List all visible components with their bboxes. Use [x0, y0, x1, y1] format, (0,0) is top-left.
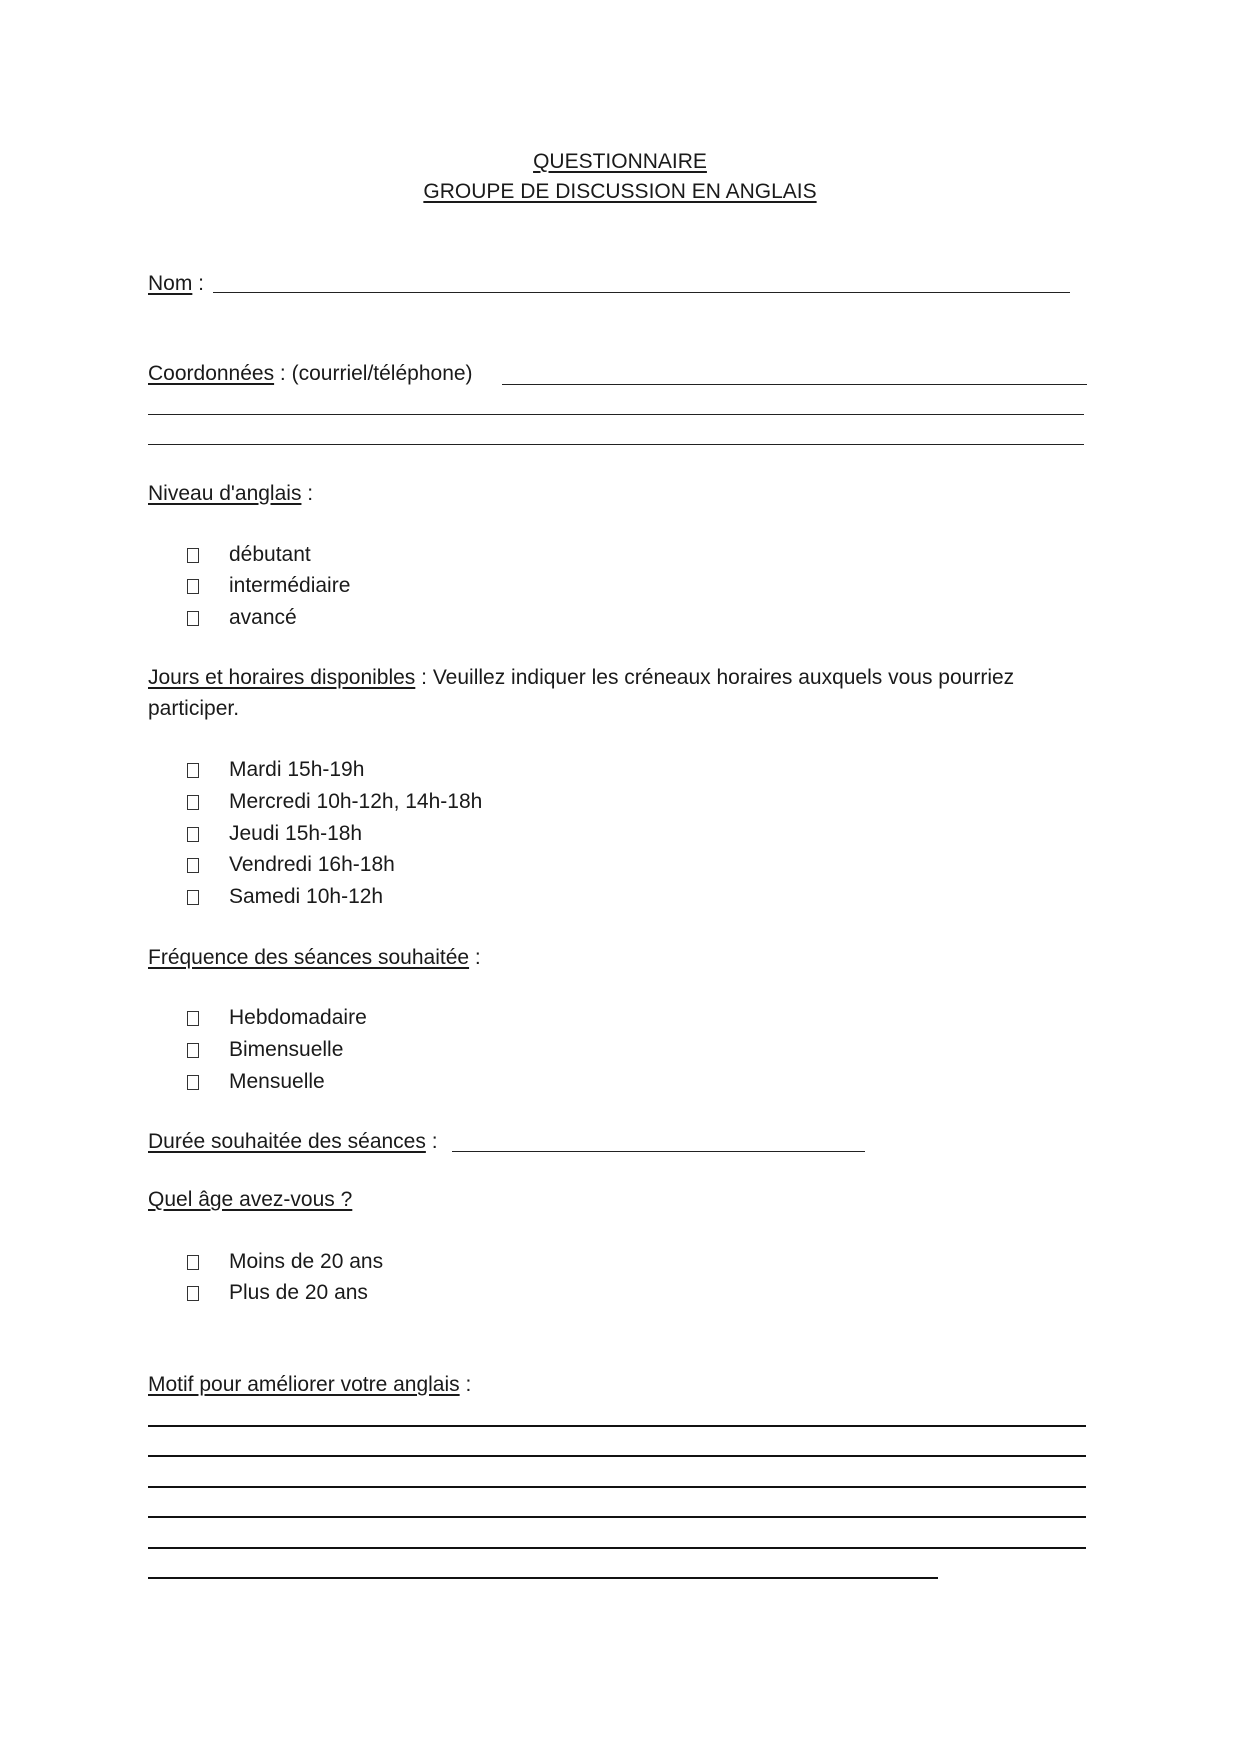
niveau-option[interactable] [187, 606, 297, 630]
checkbox-icon[interactable] [187, 1286, 199, 1301]
coordonnees-field-row [148, 362, 473, 386]
option-label: Plus de 20 ans [229, 1281, 368, 1304]
option-label: intermédiaire [229, 574, 351, 597]
age-label: Quel âge avez-vous ? [148, 1188, 353, 1211]
jours-option[interactable] [187, 790, 482, 814]
checkbox-icon[interactable] [187, 1011, 199, 1026]
nom-input-line[interactable] [213, 292, 1070, 293]
option-label: débutant [229, 543, 311, 566]
option-label: Jeudi 15h-18h [229, 822, 363, 845]
frequence-label: Fréquence des séances souhaitée [148, 946, 470, 969]
checkbox-icon[interactable] [187, 1043, 199, 1058]
coordonnees-input-line-2[interactable] [148, 414, 1084, 415]
option-label: Moins de 20 ans [229, 1250, 384, 1273]
option-label: avancé [229, 606, 297, 629]
motif-input-line-2[interactable] [148, 1455, 1086, 1457]
niveau-option[interactable] [187, 543, 311, 567]
jours-option[interactable] [187, 758, 364, 782]
jours-option[interactable] [187, 885, 383, 909]
motif-field-row [148, 1373, 471, 1397]
coordonnees-label: Coordonnées [148, 362, 275, 385]
frequence-heading [148, 946, 481, 970]
nom-label: Nom [148, 272, 193, 295]
checkbox-icon[interactable] [187, 763, 199, 778]
frequence-colon: : [469, 946, 481, 969]
checkbox-icon[interactable] [187, 611, 199, 626]
motif-input-line-6[interactable] [148, 1577, 938, 1579]
nom-field-row [148, 272, 204, 296]
checkbox-icon[interactable] [187, 548, 199, 563]
niveau-label: Niveau d'anglais [148, 482, 302, 505]
motif-input-line-3[interactable] [148, 1486, 1086, 1488]
niveau-colon: : [301, 482, 314, 505]
checkbox-icon[interactable] [187, 827, 199, 842]
frequence-option[interactable] [187, 1038, 343, 1062]
checkbox-icon[interactable] [187, 1075, 199, 1090]
coordonnees-input-line-1[interactable] [502, 384, 1087, 385]
jours-description: Veuillez indiquer les créneaux horaires auxquels vous pourriez participer. [148, 666, 1015, 720]
motif-input-line-5[interactable] [148, 1547, 1086, 1549]
frequence-option[interactable] [187, 1006, 367, 1030]
option-label: Samedi 10h-12h [229, 885, 384, 908]
niveau-heading [148, 482, 313, 506]
checkbox-icon[interactable] [187, 579, 199, 594]
option-label: Mercredi 10h-12h, 14h-18h [229, 790, 483, 813]
option-label: Vendredi 16h-18h [229, 853, 395, 876]
motif-colon: : [459, 1373, 472, 1396]
frequence-option[interactable] [187, 1070, 325, 1094]
duree-input-line[interactable] [452, 1151, 865, 1152]
checkbox-icon[interactable] [187, 858, 199, 873]
checkbox-icon[interactable] [187, 890, 199, 905]
jours-colon: : [415, 666, 433, 689]
jours-option[interactable] [187, 853, 395, 877]
coordonnees-hint: (courriel/téléphone) [291, 362, 473, 385]
coordonnees-colon: : [274, 362, 292, 385]
checkbox-icon[interactable] [187, 1255, 199, 1270]
option-label: Mensuelle [229, 1070, 325, 1093]
age-option[interactable] [187, 1250, 383, 1274]
document-title: QUESTIONNAIRE [533, 150, 707, 173]
nom-colon: : [192, 272, 205, 295]
duree-colon: : [425, 1130, 438, 1153]
document-subtitle: GROUPE DE DISCUSSION EN ANGLAIS [423, 180, 817, 203]
niveau-option[interactable] [187, 574, 350, 598]
jours-label: Jours et horaires disponibles [148, 666, 416, 689]
option-label: Hebdomadaire [229, 1006, 367, 1029]
motif-label: Motif pour améliorer votre anglais [148, 1373, 460, 1396]
duree-label: Durée souhaitée des séances [148, 1130, 426, 1153]
coordonnees-input-line-3[interactable] [148, 444, 1084, 445]
checkbox-icon[interactable] [187, 795, 199, 810]
motif-input-line-4[interactable] [148, 1516, 1086, 1518]
option-label: Mardi 15h-19h [229, 758, 365, 781]
option-label: Bimensuelle [229, 1038, 344, 1061]
motif-input-line-1[interactable] [148, 1425, 1086, 1427]
age-option[interactable] [187, 1281, 368, 1305]
jours-option[interactable] [187, 822, 362, 846]
age-heading [148, 1188, 352, 1212]
duree-field-row [148, 1130, 438, 1154]
jours-heading [148, 662, 1088, 724]
